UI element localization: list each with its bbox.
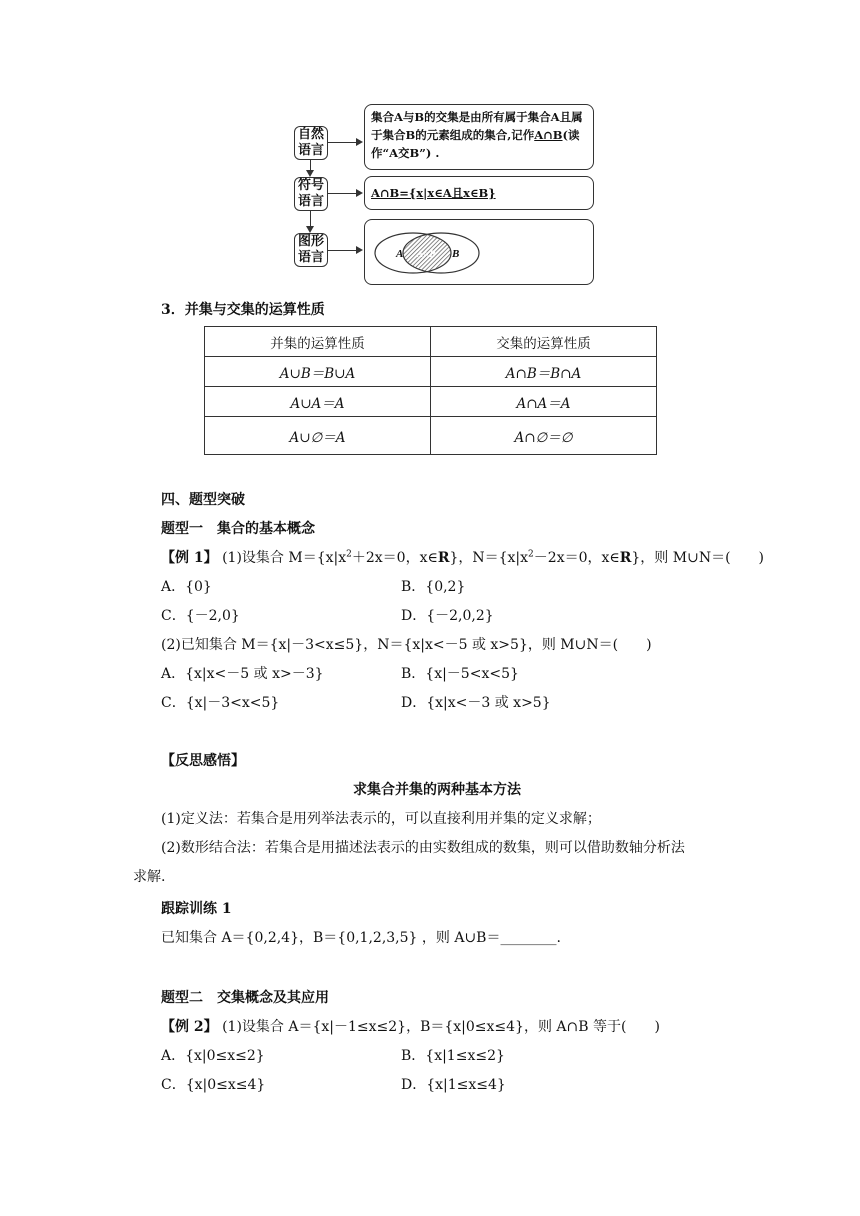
venn-label-center: A∩B <box>417 249 436 259</box>
arrow-line-symbol <box>328 193 356 194</box>
table-row <box>205 387 657 417</box>
option-d: D．{－2,0,2} <box>401 608 494 624</box>
option-d: D．{x|1≤x≤4} <box>401 1077 506 1093</box>
graphic-language-box <box>364 219 594 285</box>
table-header-intersection: 交集的运算性质 <box>431 327 657 357</box>
option-a: A．{0} <box>161 579 212 595</box>
table-cell: A∩∅＝∅ <box>431 417 657 455</box>
reflection-tag: 【反思感悟】 <box>161 753 245 769</box>
arrow-line-graphic <box>328 250 356 251</box>
arrow-head-symbol <box>356 189 363 197</box>
section-4-title: 四、题型突破 <box>161 492 245 508</box>
reflection-paragraph-2-cont: 求解. <box>133 869 166 885</box>
example-1-question-1: 【例 1】 (1)设集合 $M=\{x|x^2+2x=0$，x∈R}，$N=\{x|x^2-2x=0$，x∈R}，则 M∪N＝( ) <box>161 549 764 566</box>
diagram-arrow-down-2 <box>306 226 314 233</box>
option-a: A．{x|x<－5 或 x>－3} <box>161 666 324 682</box>
type-1-title: 题型一 集合的基本概念 <box>161 521 315 537</box>
option-c: C．{－2,0} <box>161 608 240 624</box>
option-b: B．{0,2} <box>401 579 466 595</box>
symbol-text: A∩B={x|x∈A且x∈B} <box>371 186 496 200</box>
table-row <box>205 357 657 387</box>
table-row <box>205 417 657 455</box>
diagram-arrow-down-1 <box>306 170 314 177</box>
example-2-tag: 【例 2】 <box>161 1019 218 1035</box>
properties-table <box>204 326 657 455</box>
table-cell: A∩A＝A <box>431 387 657 417</box>
natural-text-line3: 作“A交B”) . <box>371 146 440 160</box>
natural-text-line2: 于集合B的元素组成的集合,记作A∩B(读 <box>371 128 580 142</box>
venn-label-a: A <box>396 248 404 260</box>
example-2-question-1: 【例 2】 (1)设集合 A＝{x|－1≤x≤2}，B＝{x|0≤x≤4}，则 A∩B 等于( ) <box>161 1019 660 1035</box>
arrow-head-natural <box>356 138 363 146</box>
option-c: C．{x|－3<x<5} <box>161 695 280 711</box>
table-cell: A∪A＝A <box>205 387 431 417</box>
option-b: B．{x|－5<x<5} <box>401 666 519 682</box>
reflection-paragraph-2: (2)数形结合法：若集合是用描述法表示的由实数组成的数集，则可以借助数轴分析法 <box>161 840 685 856</box>
table-header-row <box>205 327 657 357</box>
natural-language-box <box>364 104 594 170</box>
venn-diagram <box>365 220 595 286</box>
example-1-question-2: (2)已知集合 M＝{x|－3<x≤5}，N＝{x|x<－5 或 x>5}，则 M∪N＝( ) <box>161 637 652 653</box>
option-a: A．{x|0≤x≤2} <box>161 1048 265 1064</box>
symbol-language-box <box>364 176 594 210</box>
label-graphic-language: 图形 语言 <box>294 233 328 267</box>
natural-text-line1: 集合A与B的交集是由所有属于集合A且属 <box>371 110 583 124</box>
reflection-heading: 求集合并集的两种基本方法 <box>353 782 521 798</box>
table-cell: A∪∅＝A <box>205 417 431 455</box>
option-b: B．{x|1≤x≤2} <box>401 1048 505 1064</box>
arrow-head-graphic <box>356 246 363 254</box>
venn-label-b: B <box>452 248 460 260</box>
arrow-line-natural <box>328 142 356 143</box>
reflection-paragraph-1: (1)定义法：若集合是用列举法表示的，可以直接利用并集的定义求解； <box>161 811 601 827</box>
table-cell: A∪B＝B∪A <box>205 357 431 387</box>
type-2-title: 题型二 交集概念及其应用 <box>161 990 329 1006</box>
label-symbol-language: 符号 语言 <box>294 177 328 211</box>
option-c: C．{x|0≤x≤4} <box>161 1077 266 1093</box>
example-1-tag: 【例 1】 <box>161 550 218 566</box>
training-1-title: 跟踪训练 1 <box>161 901 232 917</box>
table-header-union: 并集的运算性质 <box>205 327 431 357</box>
table-cell: A∩B＝B∩A <box>431 357 657 387</box>
section-3-title: 3．并集与交集的运算性质 <box>161 302 325 318</box>
option-d: D．{x|x<－3 或 x>5} <box>401 695 551 711</box>
label-natural-language: 自然 语言 <box>294 126 328 160</box>
training-1-text: 已知集合 A＝{0,2,4}，B＝{0,1,2,3,5} ，则 A∪B＝________. <box>161 930 561 946</box>
